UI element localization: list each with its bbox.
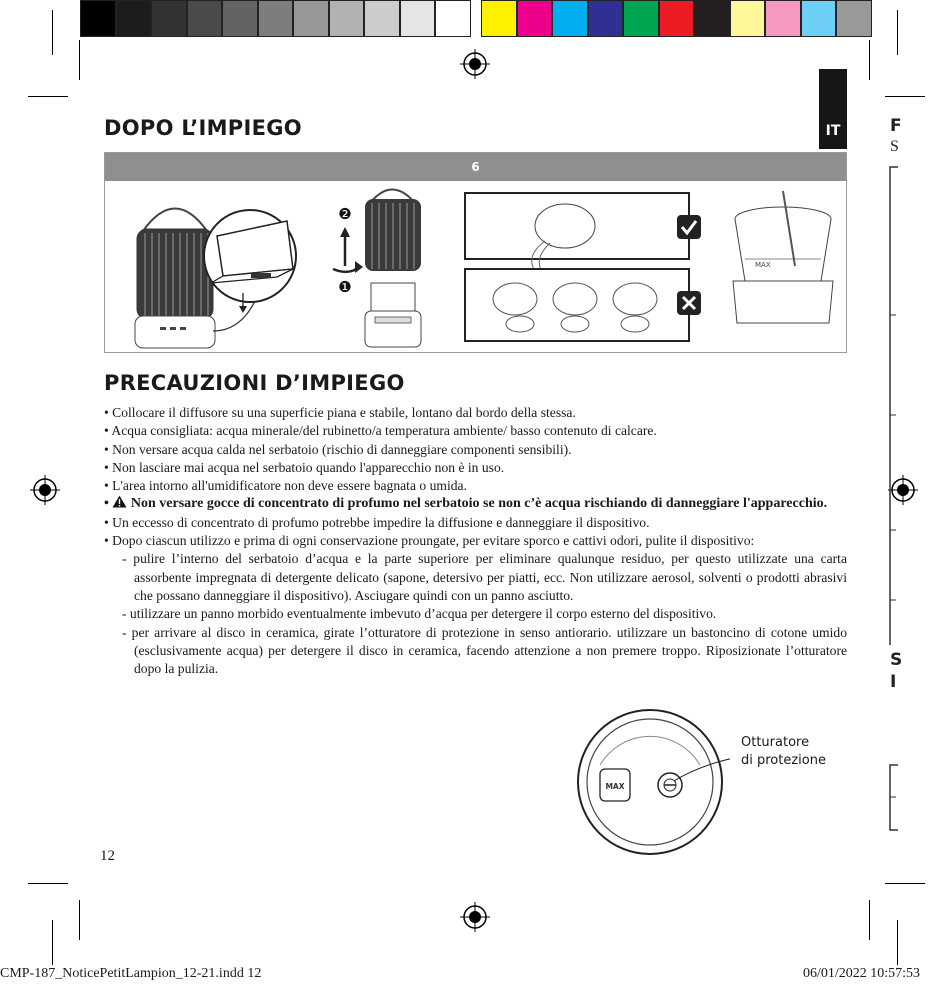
warning-text: Non versare gocce di concentrato di profumo nel serbatoio se non c’è acqua rischiando di danneggiare l'apparecchio.	[130, 496, 828, 512]
next-page-letter: S	[890, 650, 903, 670]
shutter-label-line: di protezione	[741, 753, 826, 768]
step-2-mark: ❷	[338, 205, 352, 223]
next-page-letter: F	[890, 116, 902, 136]
color-swatch	[400, 0, 436, 37]
color-swatch	[329, 0, 365, 37]
incorrect-emptying-panel	[465, 269, 701, 341]
crop-mark	[79, 900, 80, 940]
color-swatch	[552, 0, 588, 37]
figure-6	[104, 152, 847, 353]
crop-mark	[869, 900, 870, 940]
shade-lifted-illustration	[365, 190, 421, 348]
slug-date: 06/01/2022 10:57:53	[802, 966, 920, 981]
sub-item: - utilizzare un panno morbido eventualmente imbevuto d’acqua per detergere il corpo esterno del dispositivo.	[122, 606, 717, 622]
color-swatch	[694, 0, 730, 37]
bullet-item: • Non lasciare mai acqua nel serbatoio quando l'apparecchio non è in uso.	[104, 459, 505, 475]
correct-emptying-panel	[465, 193, 701, 273]
crop-mark	[52, 920, 53, 965]
crop-mark	[885, 883, 925, 884]
bullet-item: • Collocare il diffusore su una superficie piana e stabile, lontano dal bordo della stessa.	[104, 405, 576, 420]
section-title-precautions: PRECAUZIONI D’IMPIEGO	[104, 371, 405, 395]
color-swatch	[187, 0, 223, 37]
color-swatch	[801, 0, 837, 37]
section-title-after-use: DOPO L’IMPIEGO	[104, 116, 302, 140]
crop-mark	[885, 96, 925, 97]
figure-number: 6	[471, 160, 480, 174]
crop-mark	[28, 883, 68, 884]
color-swatch	[517, 0, 553, 37]
lift-arrow-icon	[333, 205, 363, 296]
precautions-text	[104, 404, 847, 678]
color-swatch	[481, 0, 517, 37]
crop-mark	[52, 10, 53, 55]
color-swatch	[836, 0, 872, 37]
color-swatch	[151, 0, 187, 37]
language-tab	[819, 69, 847, 149]
next-page-table-edge	[888, 165, 950, 845]
registration-mark-icon	[460, 902, 490, 932]
color-swatch	[258, 0, 294, 37]
warning-bullet: • Non versare gocce di concentrato di profumo nel serbatoio se non c’è acqua rischiando di danneggiare l'apparecchio.	[104, 496, 828, 512]
step-1-mark: ❶	[338, 278, 352, 296]
registration-mark-icon	[30, 475, 60, 505]
color-swatch	[364, 0, 400, 37]
color-swatch	[659, 0, 695, 37]
max-label: MAX	[605, 782, 625, 791]
slug-filename: CMP-187_NoticePetitLampion_12-21.indd 12	[0, 966, 262, 981]
crop-mark	[897, 920, 898, 965]
color-swatch	[623, 0, 659, 37]
page-number: 12	[100, 848, 115, 864]
laptop-usb-illustration	[204, 210, 296, 313]
bullet-item: • Acqua consigliata: acqua minerale/del rubinetto/a temperatura ambiente/ basso contenuto di calcare.	[104, 423, 657, 439]
color-swatch	[222, 0, 258, 37]
color-swatch	[588, 0, 624, 37]
sub-item: - pulire l’interno del serbatoio d’acqua e la parte superiore per eliminare qualunque residuo, per questo utilizzate una carta assorbente impregnata di detergente delicato (sapone, detersivo per piatti, ecc. Non utilizzare aerosol, solventi o prodotti abrasivi che possano danneggiare il dispositivo). Asciugare quindi con un panno asciutto.	[122, 551, 847, 603]
crop-mark	[28, 96, 68, 97]
color-swatch	[765, 0, 801, 37]
registration-mark-icon	[460, 49, 490, 79]
color-swatch	[293, 0, 329, 37]
bullet-item: • Non versare acqua calda nel serbatoio (rischio di danneggiare componenti sensibili).	[104, 441, 572, 457]
bullet-item: • Un eccesso di concentrato di profumo potrebbe impedire la diffusione e danneggiare il dispositivo.	[104, 514, 650, 530]
figure-number-bar	[105, 153, 846, 181]
color-swatch	[435, 0, 471, 37]
color-swatch	[80, 0, 116, 37]
sub-item: - per arrivare al disco in ceramica, girate l’otturatore di protezione in senso antiorario. utilizzare un bastoncino di cotone umido (esclusivamente acqua) per detergere il disco in ceramica, facendo attenzione a non premere troppo. Riposizionate l’otturatore dopo la pulizia.	[122, 624, 847, 677]
max-mark: MAX	[755, 261, 771, 269]
next-page-letter: S	[890, 138, 899, 155]
crop-mark	[869, 40, 870, 80]
shutter-label	[741, 734, 826, 770]
bullet-item: • L'area intorno all'umidificatore non deve essere bagnata o umida.	[104, 478, 467, 494]
tank-oil-illustration	[733, 191, 833, 323]
shutter-label-line: Otturatore	[741, 735, 810, 750]
language-tab-label: IT	[825, 123, 841, 139]
crop-mark	[897, 10, 898, 55]
crop-mark	[79, 40, 80, 80]
figure-illustrations	[105, 181, 846, 352]
bullet-item: • Dopo ciascun utilizzo e prima di ogni conservazione proungate, per evitare sporco e cattivi odori, pulite il dispositivo:	[104, 533, 755, 549]
warning-icon	[112, 495, 127, 508]
shutter-diagram	[570, 705, 730, 860]
color-swatch	[730, 0, 766, 37]
color-swatch	[116, 0, 152, 37]
next-page-letter: I	[890, 672, 896, 692]
